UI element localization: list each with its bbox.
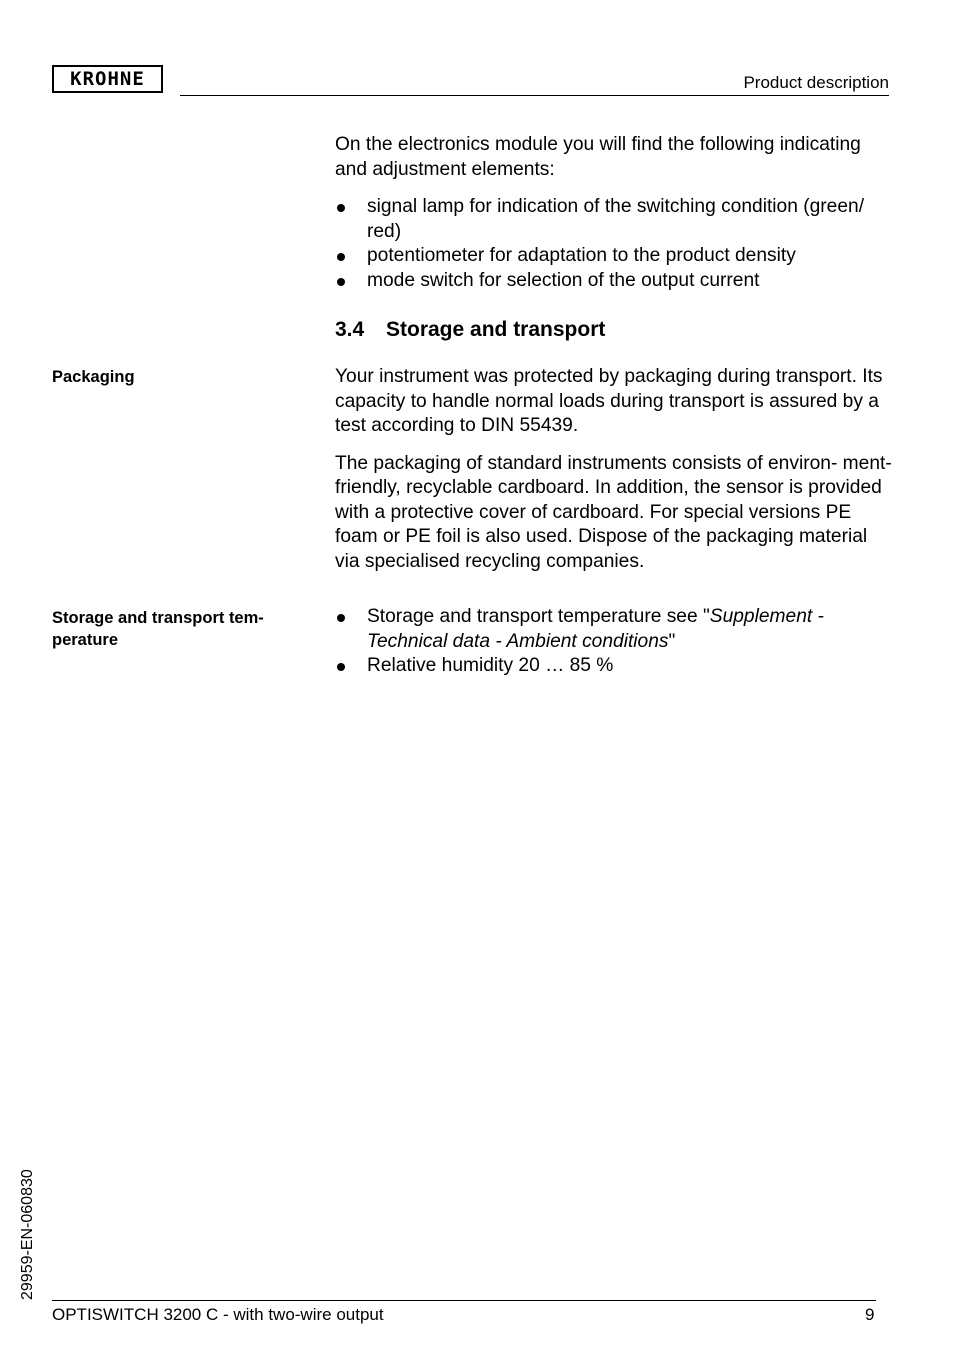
storage-item-suffix: " bbox=[668, 630, 676, 652]
packaging-paragraph-1: Your instrument was protected by packaging during transport. Its capacity to handle normal loads during transport is assured by a test according to DIN 55439. bbox=[335, 366, 883, 436]
intro-block bbox=[335, 133, 895, 293]
page-number: 9 bbox=[865, 1305, 875, 1324]
storage-item-prefix: Storage and transport temperature see " bbox=[367, 606, 710, 627]
header-rule bbox=[180, 95, 889, 96]
footer-rule bbox=[52, 1300, 876, 1301]
list-item: Relative humidity 20 … 85 % bbox=[335, 654, 895, 679]
storage-item-reference: Supplement - Technical data - Ambient conditions bbox=[367, 606, 824, 652]
storage-list bbox=[335, 605, 895, 679]
footer-title: OPTISWITCH 3200 C - with two-wire output bbox=[52, 1305, 384, 1324]
packaging-paragraph-2: The packaging of standard instruments consists of environ- ment-friendly, recyclable cardboard. In addition, the sensor is provided with a protective cover of cardboard. For special versions PE foam or PE foil is also used. Dispose of the packaging material via specialised recycling companies. bbox=[335, 452, 892, 572]
packaging-block bbox=[335, 365, 895, 574]
list-item: potentiometer for adaptation to the product density bbox=[335, 244, 895, 269]
intro-list bbox=[335, 195, 895, 293]
list-item bbox=[335, 605, 895, 654]
list-item: mode switch for selection of the output current bbox=[335, 269, 895, 294]
storage-label: Storage and transport tem- perature bbox=[52, 609, 264, 649]
krohne-logo: KROHNE bbox=[52, 65, 163, 93]
packaging-label: Packaging bbox=[52, 368, 135, 386]
header-section-title: Product description bbox=[743, 73, 889, 92]
intro-text: On the electronics module you will find the following indicating and adjustment elements: bbox=[335, 134, 861, 180]
document-id: 29959-EN-060830 bbox=[19, 1169, 36, 1300]
section-heading bbox=[335, 318, 605, 342]
section-title: Storage and transport bbox=[386, 318, 606, 341]
list-item: signal lamp for indication of the switching condition (green/ red) bbox=[335, 195, 895, 244]
section-number: 3.4 bbox=[335, 318, 365, 341]
storage-block bbox=[335, 605, 895, 679]
